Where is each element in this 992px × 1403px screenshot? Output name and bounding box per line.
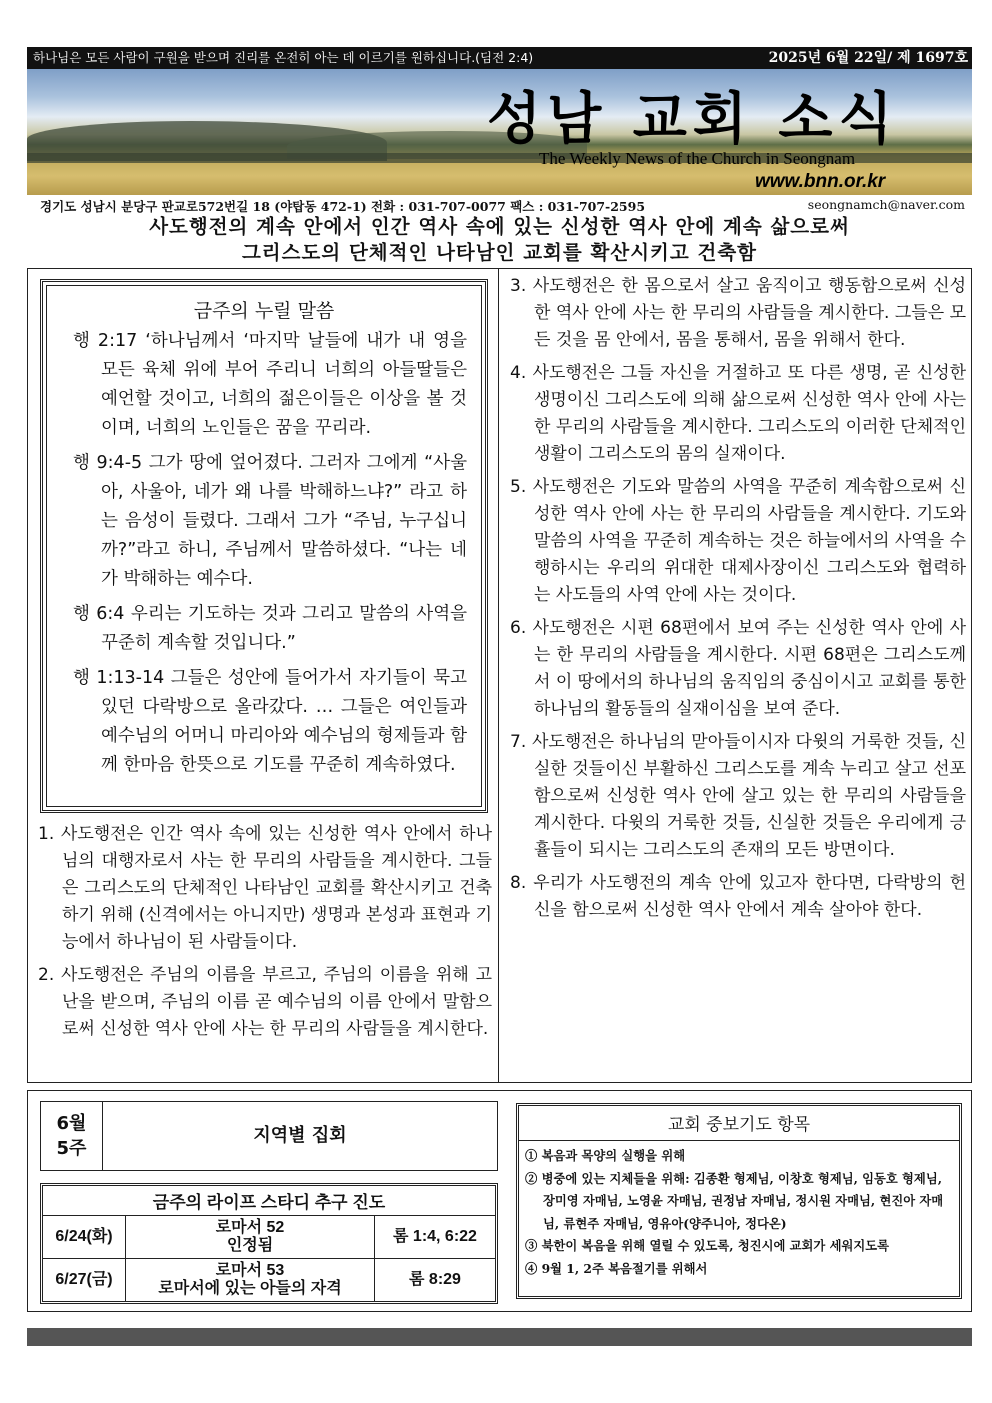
newsletter-subtitle: The Weekly News of the Church in Seongnam <box>539 149 856 168</box>
study-topic <box>126 1216 375 1259</box>
main-content <box>27 268 972 1083</box>
outline-point: 7. 사도행전은 하나님의 맏아들이시자 다윗의 거룩한 것들, 신실한 것들이신 부활하신 그리스도를 계속 누리고 살고 선포함으로써 신성한 역사 안에 살고 있는 한 무리의 사람들을 계시한다. 다윗의 거룩한 것들, 신실한 것들은 우리에게 긍휼들이 되시는 그리스도의 존재의 모든 방면이다. <box>510 732 966 860</box>
study-date: 6/27(금) <box>43 1259 126 1302</box>
life-study-table <box>43 1186 495 1301</box>
outline-point: 4. 사도행전은 그들 자신을 거절하고 또 다른 생명, 곧 신성한 생명이신 그리스도에 의해 삶으로써 신성한 역사 안에 사는 한 무리의 사람들을 계시한다. 그리스도의 이러한 단체적인 생활이 그리스도의 몸의 실재이다. <box>510 363 966 464</box>
study-topic-line: 로마서 52 <box>215 1219 285 1236</box>
prayer-item: ④ 9월 1, 2주 복음절기를 위해서 <box>525 1260 708 1276</box>
prayer-title: 교회 중보기도 항목 <box>519 1106 959 1141</box>
week-meeting-box <box>40 1101 498 1171</box>
weekly-word-box <box>40 279 488 813</box>
newsletter-title: 성남 교회 소식 <box>487 87 899 152</box>
week-month: 6월 <box>56 1113 87 1134</box>
study-topic-line: 로마서에 있는 아들의 자격 <box>158 1280 342 1297</box>
scripture-verse: 행 9:4-5 그가 땅에 엎어졌다. 그러자 그에게 “사울아, 사울아, 네가 왜 나를 박해하느냐?” 라고 하는 음성이 들렸다. 그래서 그가 “주님, 누구십니까?”라고 하니, 주님께서 말씀하셨다. “나는 네가 박해하는 예수다. <box>73 453 467 589</box>
scripture-verse: 행 1:13-14 그들은 성안에 들어가서 자기들이 묵고 있던 다락방으로 올라갔다. … 그들은 여인들과 예수님의 어머니 마리아와 예수님의 형제들과 함께 한마음 한뜻으로 기도를 꾸준히 계속하였다. <box>73 668 467 775</box>
prayer-item: ① 복음과 목양의 실행을 위해 <box>525 1148 686 1163</box>
outline-point: 2. 사도행전은 주님의 이름을 부르고, 주님의 이름을 위해 고난을 받으며, 주님의 이름 곧 예수님의 이름 안에서 말함으로써 신성한 역사 안에 사는 한 무리의 사람들을 계시한다. <box>38 965 492 1039</box>
weekly-word-title: 금주의 누릴 말씀 <box>193 300 335 322</box>
study-topic-line: 인정됨 <box>226 1237 274 1254</box>
column-divider <box>498 269 499 1082</box>
outline-point: 6. 사도행전은 시편 68편에서 보여 주는 신성한 역사 안에 사는 한 무리의 사람들을 계시한다. 시편 68편은 그리스도께서 이 땅에서의 하나님의 움직임의 중심이시고 교회를 통한 하나님의 활동들의 실재이심을 보여 준다. <box>510 618 966 719</box>
headline-line: 그리스도의 단체적인 나타남인 교회를 확산시키고 건축함 <box>241 241 758 264</box>
outline-point: 5. 사도행전은 기도와 말씀의 사역을 꾸준히 계속함으로써 신성한 역사 안에 사는 한 무리의 사람들을 계시한다. 기도와 말씀의 사역을 꾸준히 계속하는 것은 하늘에서의 사역을 수행하시는 우리의 위대한 대제사장이신 그리스도와 협력하는 사도들의 사역 안에 사는 것이다. <box>510 477 966 605</box>
week-meeting-title: 지역별 집회 <box>253 1125 347 1146</box>
outline-point: 1. 사도행전은 인간 역사 속에 있는 신성한 역사 안에서 하나님의 대행자로서 사는 한 무리의 사람들을 계시한다. 그들은 그리스도의 단체적인 나타남인 교회를 확산시키고 건축하기 위해 (신격에서는 아니지만) 생명과 본성과 표현과 기능에서 하나님이 된 사람들이다. <box>38 824 492 952</box>
study-reference: 롬 1:4, 6:22 <box>375 1216 496 1259</box>
prayer-list <box>519 1141 959 1280</box>
outline-point: 3. 사도행전은 한 몸으로서 살고 움직이고 행동함으로써 신성한 역사 안에 사는 한 무리의 사람들을 계시한다. 그들은 모든 것을 몸 안에서, 몸을 통해서, 몸을 위해서 한다. <box>510 276 966 350</box>
email-link[interactable]: seongnamch@naver.com <box>807 197 965 212</box>
masthead-banner <box>27 69 972 195</box>
week-label <box>41 1102 103 1170</box>
headline-line: 사도행전의 계속 안에서 인간 역사 속에 있는 신성한 역사 안에 계속 삶으로써 <box>149 215 850 238</box>
top-verse-bar <box>27 47 972 69</box>
scripture-verse: 행 2:17 ‘하나님께서 ‘마지막 날들에 내가 내 영을 모든 육체 위에 부어 주리니 너희의 아들딸들은 예언할 것이고, 너희의 젊은이들은 이상을 볼 것이며, 너희의 노인들은 꿈을 꾸리라. <box>73 331 467 438</box>
prayer-item: ③ 북한이 복음을 위해 열릴 수 있도록, 청진시에 교회가 세워지도록 <box>525 1238 889 1253</box>
study-topic-line: 로마서 53 <box>215 1262 285 1279</box>
footer-bar <box>27 1328 972 1346</box>
life-study-box <box>40 1183 498 1304</box>
scripture-verse: 행 6:4 우리는 기도하는 것과 그리고 말씀의 사역을 꾸준히 계속할 것입니다.” <box>73 604 467 653</box>
week-number: 5주 <box>56 1138 87 1159</box>
header-verse: 하나님은 모든 사람이 구원을 받으며 진리를 온전히 아는 데 이르기를 원하십니다.(딤전 2:4) <box>33 50 534 65</box>
study-topic <box>126 1259 375 1302</box>
prayer-item: ② 병중에 있는 지체들을 위해: 김종환 형제님, 이창호 형제님, 임동호 형제님, 장미영 자매님, 노영윤 자매님, 권정남 자매님, 정시원 자매님, 현진아 자매님, 류현주 자매님, 영유아(양주니아, 정다온) <box>525 1170 944 1231</box>
table-row <box>43 1216 495 1259</box>
study-date: 6/24(화) <box>43 1216 126 1259</box>
issue-date: 2025년 6월 22일/ 제 1697호 <box>768 50 968 66</box>
bottom-section <box>27 1090 972 1312</box>
outline-point: 8. 우리가 사도행전의 계속 안에 있고자 한다면, 다락방의 헌신을 함으로써 신성한 역사 안에서 계속 살아야 한다. <box>510 873 966 920</box>
outline-points-right <box>506 273 966 930</box>
contact-line <box>40 197 965 215</box>
main-headline <box>27 214 972 266</box>
website-link[interactable]: www.bnn.or.kr <box>755 171 886 192</box>
outline-points-left <box>34 821 492 1049</box>
prayer-box <box>516 1103 962 1299</box>
life-study-title: 금주의 라이프 스타디 추구 진도 <box>43 1186 495 1216</box>
study-reference: 롬 8:29 <box>375 1259 496 1302</box>
weekly-word-inner <box>46 285 482 807</box>
table-row <box>43 1259 495 1302</box>
address-text: 경기도 성남시 분당구 판교로572번길 18 (야탑동 472-1) 전화 : 031-707-0077 팩스 : 031-707-2595 <box>40 199 646 214</box>
